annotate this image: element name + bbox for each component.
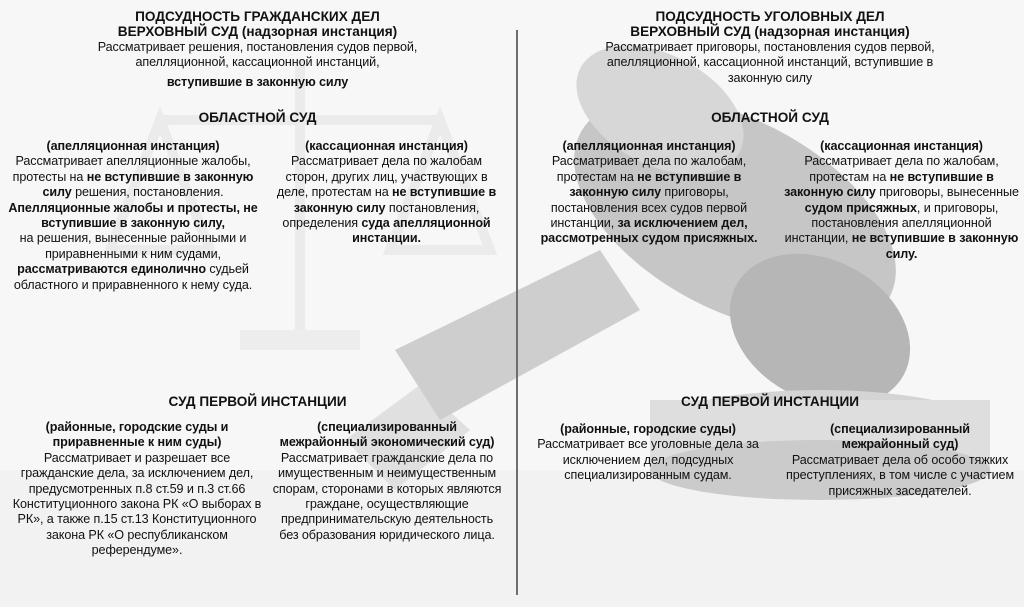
criminal-regional-heading: ОБЛАСТНОЙ СУД — [711, 110, 829, 125]
civil-title: ПОДСУДНОСТЬ ГРАЖДАНСКИХ ДЕЛ — [135, 9, 380, 24]
criminal-cassation-heading: (кассационная инстанция) — [820, 139, 983, 153]
criminal-district-text: Рассматривает все уголовные дела за исключением дел, подсудных специализированным судам. — [537, 437, 759, 483]
civil-regional-heading: ОБЛАСТНОЙ СУД — [198, 110, 317, 125]
criminal-title: ПОДСУДНОСТЬ УГОЛОВНЫХ ДЕЛ — [655, 9, 885, 24]
civil-first-block — [60, 394, 455, 409]
criminal-appeal-block — [528, 139, 770, 247]
criminal-supreme-desc: Рассматривает приговоры, постановления судов первой, апелляционной, кассационной инстанций, вступившие в законную силу — [605, 40, 935, 85]
civil-district-text: Рассматривает и разрешает все гражданские дела, за исключением дел, предусмотренных п.8 ст.59 и п.3 ст.66 Конституционного закона РК «О выборах в РК», а также п.15 ст.13 Конституционного закона РК «О республиканском референдуме». — [12, 450, 262, 558]
criminal-first-block — [570, 394, 970, 409]
civil-supreme-heading: ВЕРХОВНЫЙ СУД (надзорная инстанция) — [117, 24, 398, 39]
civil-cassation-block — [274, 139, 499, 247]
civil-appeal-bold: Апелляционные жалобы и протесты, не вступившие в законную силу, — [8, 200, 258, 231]
civil-appeal-text2: на решения, вынесенные районными и приравненными к ним судами, — [19, 231, 247, 261]
criminal-cassation-block — [784, 139, 1019, 262]
criminal-district-block — [528, 422, 768, 484]
criminal-special-block — [785, 422, 1015, 499]
civil-appeal-heading: (апелляционная инстанция) — [46, 139, 220, 153]
civil-economic-text: Рассматривает гражданские дела по имущественным и неимущественным спорам, сторонами в которых являются граждане, осуществляющие предпринимательскую деятельность без образования юридического лица. — [272, 450, 502, 542]
civil-district-heading: (районные, городские суды и приравненные к ним суды) — [45, 420, 229, 450]
criminal-appeal-text: Рассматривает дела по жалобам, протестам на не вступившие в законную силу приговоры, постановления всех судов первой инстанции, за исключением дел, рассмотренных судом присяжных. — [540, 154, 758, 246]
civil-appeal-block — [8, 139, 258, 293]
civil-regional-block — [60, 110, 455, 125]
civil-economic-heading: (специализированный межрайонный экономический суд) — [279, 420, 495, 450]
criminal-supreme-text — [600, 40, 940, 86]
criminal-supreme-heading: ВЕРХОВНЫЙ СУД (надзорная инстанция) — [630, 24, 910, 39]
civil-cassation-heading: (кассационная инстанция) — [305, 139, 468, 153]
criminal-title-block — [570, 9, 970, 39]
criminal-first-heading: СУД ПЕРВОЙ ИНСТАНЦИИ — [681, 394, 859, 409]
civil-appeal-text3: рассматриваются единолично судьей областного и приравненного к нему суда. — [13, 262, 253, 292]
criminal-regional-block — [570, 110, 970, 125]
criminal-district-heading: (районные, городские суды) — [560, 422, 736, 436]
civil-cassation-text: Рассматривает дела по жалобам сторон, других лиц, участвующих в деле, протестам на не вступившие в законную силу постановления, определения суда апелляционной инстанции. — [276, 154, 497, 246]
civil-first-heading: СУД ПЕРВОЙ ИНСТАНЦИИ — [168, 394, 347, 409]
civil-district-block — [12, 420, 262, 559]
criminal-appeal-heading: (апелляционная инстанция) — [562, 139, 736, 153]
column-divider — [516, 30, 518, 595]
civil-supreme-bold: вступившие в законную силу — [166, 74, 349, 89]
civil-appeal-text: Рассматривает апелляционные жалобы, протесты на не вступившие в законную силу решения, постановления. — [12, 154, 254, 200]
criminal-cassation-text: Рассматривает дела по жалобам, протестам на не вступившие в законную силу приговоры, вынесенные судом присяжных, и приговоры, постановления апелляционной инстанции, не вступившие в законную силу. — [784, 154, 1019, 261]
civil-title-block — [60, 9, 455, 39]
criminal-special-heading: (специализированный межрайонный суд) — [830, 422, 970, 452]
civil-supreme-text — [95, 40, 420, 90]
civil-supreme-desc: Рассматривает решения, постановления судов первой, апелляционной, кассационной инстанций, — [97, 40, 418, 70]
civil-economic-block — [272, 420, 502, 543]
criminal-special-text: Рассматривает дела об особо тяжких преступлениях, в том числе с участием присяжных заседателей. — [785, 452, 1015, 498]
